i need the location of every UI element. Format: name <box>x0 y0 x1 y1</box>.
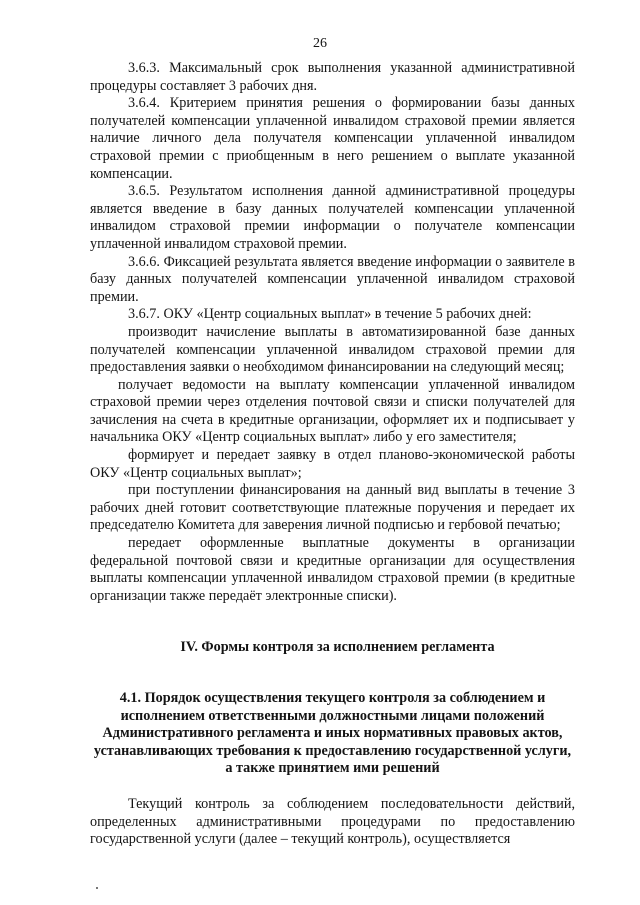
list-item-transfer: передает оформленные выплатные документы в организации федеральной почтовой связи и кредитные организации для осуществления выплаты компенсации уплаченной инвалидом страховой премии (в кредитные организации также передаёт электронные списки). <box>90 535 575 604</box>
paragraph-3-6-6: 3.6.6. Фиксацией результата является введение информации о заявителе в базу данных получателей компенсации уплаченной инвалидом страховой премии. <box>90 253 575 305</box>
list-item-request: формирует и передает заявку в отдел планово-экономической работы ОКУ «Центр социальных выплат»; <box>90 447 575 481</box>
paragraph-3-6-3: 3.6.3. Максимальный срок выполнения указанной административной процедуры составляет 3 рабочих дня. <box>90 60 575 94</box>
subsection-heading: 4.1. Порядок осуществления текущего контроля за соблюдением и исполнением ответственными должностными лицами положений Административного регламента и иных нормативных правовых актов, устанавливающих требования к предоставлению государственной услуги, а также принятием ими решений <box>93 690 572 777</box>
page-number: 26 <box>313 36 327 51</box>
list-item-accrual: производит начисление выплаты в автоматизированной базе данных получателей компенсации уплаченной инвалидом страховой премии для предоставления заявки о необходимом финансировании на следующий месяц; <box>90 323 575 376</box>
scan-artifact-dot <box>96 887 98 889</box>
list-item-statements: получает ведомости на выплату компенсации уплаченной инвалидом страховой премии через отделения почтовой связи и списки получателей для зачисления на счета в кредитные организации, оформляет их и подписывает у начальника ОКУ «Центр социальных выплат» либо у его заместителя; <box>90 376 575 446</box>
paragraph-3-6-4: 3.6.4. Критерием принятия решения о формировании базы данных получателей компенсации уплаченной инвалидом страховой премии является наличие личного дела получателя компенсации уплаченной инвалидом страховой премии с приобщенным в него решением о выплате указанной компенсации. <box>90 95 575 182</box>
paragraph-3-6-5: 3.6.5. Результатом исполнения данной административной процедуры является введение в базу данных получателей компенсации уплаченной инвалидом страховой премии информации о получателе компенсации уплаченной инвалидом страховой премии. <box>90 183 575 252</box>
section-heading: IV. Формы контроля за исполнением регламента <box>180 639 495 656</box>
paragraph-current-control: Текущий контроль за соблюдением последовательности действий, определенных административными процедурами по предоставлению государственной услуги (далее – текущий контроль), осуществляется <box>90 795 575 848</box>
paragraph-3-6-7: 3.6.7. ОКУ «Центр социальных выплат» в течение 5 рабочих дней: <box>128 306 532 323</box>
list-item-financing: при поступлении финансирования на данный вид выплаты в течение 3 рабочих дней готовит соответствующие платежные поручения и передает их председателю Комитета для заверения личной подписью и гербовой печатью; <box>90 482 575 534</box>
document-body <box>90 60 575 849</box>
